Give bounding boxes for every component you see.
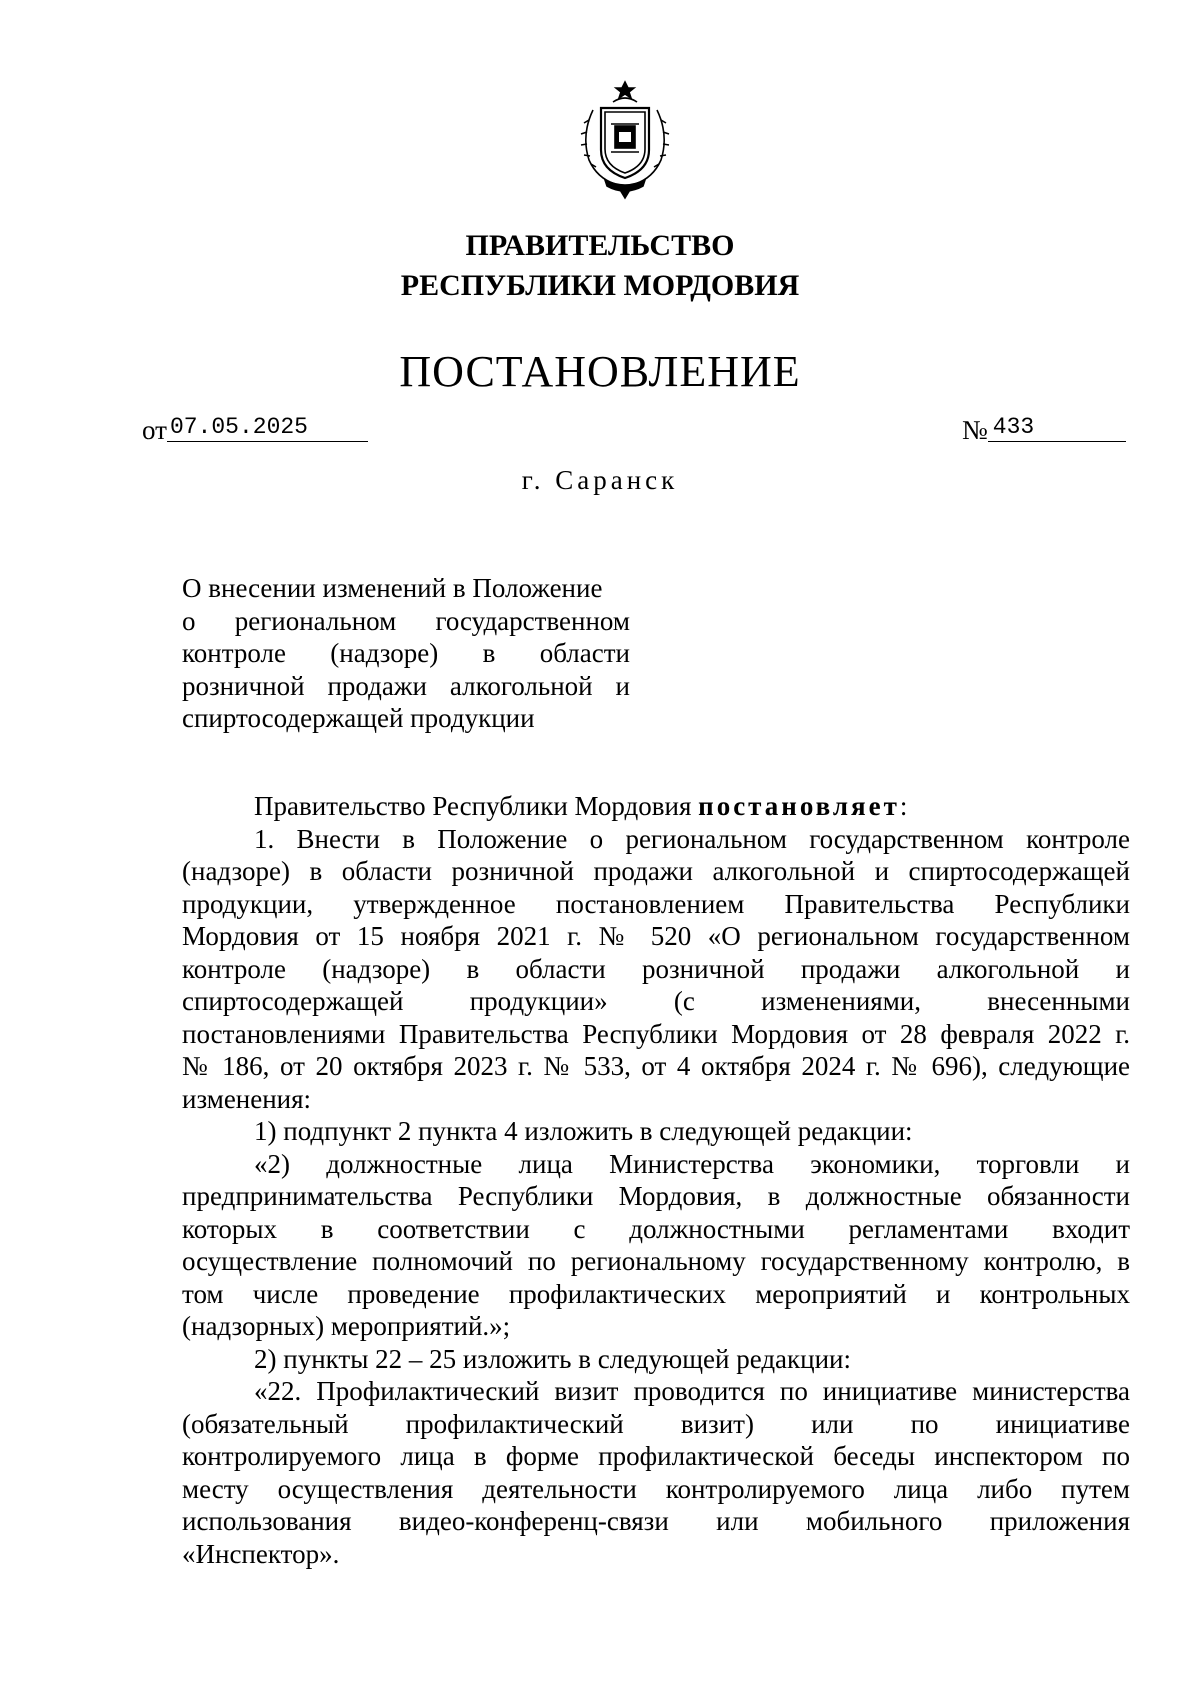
date-prefix: от bbox=[142, 415, 167, 445]
body-line: Мордовия от 15 ноября 2021 г. № 520 «О региональном государственном bbox=[182, 921, 1130, 951]
organization-name-line-2: РЕСПУБЛИКИ МОРДОВИЯ bbox=[400, 269, 800, 302]
document-subject bbox=[182, 572, 630, 735]
body-line: продукции, утвержденное постановлением Правительства Республики bbox=[182, 888, 1130, 919]
preamble-text: Правительство Республики Мордовия bbox=[254, 791, 699, 821]
body-line: осуществление полномочий по региональному государственному контролю, в bbox=[182, 1246, 1130, 1276]
preamble-line bbox=[182, 790, 1130, 823]
document-body bbox=[182, 790, 1130, 1570]
subject-line: о региональном государственном bbox=[182, 605, 630, 636]
subject-line: контроле (надзоре) в области bbox=[182, 638, 630, 668]
body-line: спиртосодержащей продукции» (с изменениями, внесенными bbox=[182, 986, 1130, 1016]
body-line: том числе проведение профилактических мероприятий и контрольных bbox=[182, 1278, 1130, 1309]
number-prefix: № bbox=[962, 415, 988, 445]
document-number-row bbox=[962, 412, 1126, 448]
organization-name-line-1: ПРАВИТЕЛЬСТВО bbox=[465, 229, 735, 262]
document-date: 07.05.2025 bbox=[167, 413, 368, 442]
city-line: г. Саранск bbox=[521, 465, 679, 495]
body-line: контроле (надзоре) в области розничной продажи алкогольной и bbox=[182, 953, 1130, 984]
document-number: 433 bbox=[988, 413, 1126, 442]
body-line: контролируемого лица в форме профилактической беседы инспектором по bbox=[182, 1441, 1130, 1471]
body-line: месту осуществления деятельности контролируемого лица либо путем bbox=[182, 1473, 1130, 1504]
body-line: предпринимательства Республики Мордовия, в должностные обязанности bbox=[182, 1181, 1130, 1211]
document-date-row bbox=[142, 412, 368, 448]
coat-of-arms-emblem bbox=[575, 80, 675, 200]
body-line: (надзорных) мероприятий.»; bbox=[182, 1311, 511, 1341]
body-line: «2) должностные лица Министерства экономики, торговли и bbox=[254, 1148, 1130, 1179]
body-line: «22. Профилактический визит проводится по инициативе министерства bbox=[254, 1376, 1130, 1406]
subject-line: О внесении изменений в Положение bbox=[182, 573, 603, 603]
body-line: (надзоре) в области розничной продажи алкогольной и спиртосодержащей bbox=[182, 856, 1130, 886]
body-line: 1. Внести в Положение о региональном государственном контроле bbox=[254, 823, 1130, 854]
body-line: использования видео-конференц-связи или мобильного приложения bbox=[182, 1506, 1130, 1536]
body-line: 1) подпункт 2 пункта 4 изложить в следующей редакции: bbox=[254, 1116, 913, 1146]
document-type-title: ПОСТАНОВЛЕНИЕ bbox=[399, 347, 801, 396]
body-line: постановлениями Правительства Республики Мордовия от 28 февраля 2022 г. bbox=[182, 1018, 1130, 1049]
body-line: № 186, от 20 октября 2023 г. № 533, от 4 октября 2024 г. № 696), следующие bbox=[182, 1051, 1130, 1081]
preamble-keyword: постановляет bbox=[698, 791, 900, 821]
subject-line: розничной продажи алкогольной и bbox=[182, 670, 630, 701]
body-line: изменения: bbox=[182, 1083, 312, 1114]
preamble-end: : bbox=[899, 791, 908, 821]
body-line: которых в соответствии с должностными регламентами входит bbox=[182, 1213, 1130, 1244]
subject-line: спиртосодержащей продукции bbox=[182, 703, 535, 733]
body-line: «Инспектор». bbox=[182, 1538, 340, 1569]
body-line: (обязательный профилактический визит) или по инициативе bbox=[182, 1408, 1130, 1439]
body-line: 2) пункты 22 – 25 изложить в следующей редакции: bbox=[254, 1343, 852, 1374]
